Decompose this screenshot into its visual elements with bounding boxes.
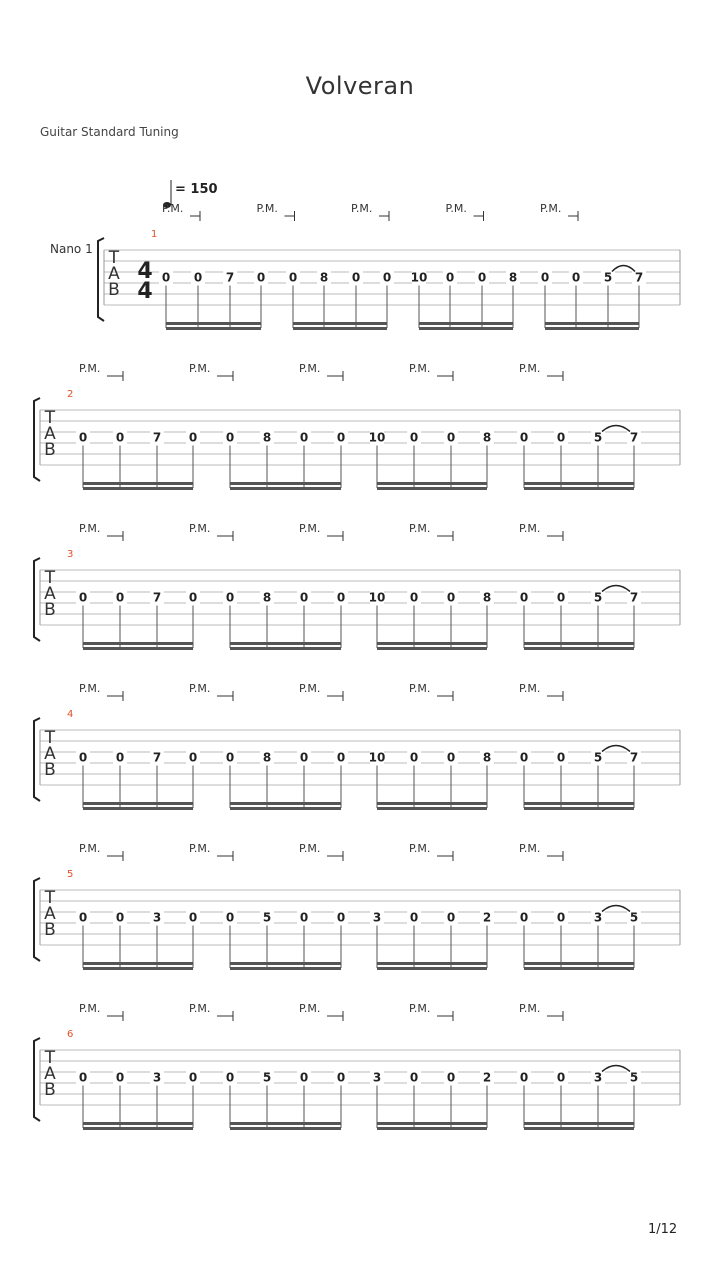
beam-primary — [230, 802, 341, 805]
tab-clef-letter: T — [44, 728, 56, 748]
beam-primary — [83, 1122, 193, 1125]
tab-note: 0 — [446, 590, 456, 605]
tab-note: 3 — [152, 910, 162, 925]
tab-note: 8 — [262, 750, 272, 765]
beam-primary — [545, 322, 639, 325]
tab-note: 3 — [593, 910, 603, 925]
tab-note: 0 — [336, 910, 346, 925]
palm-mute-label: P.M. — [189, 842, 211, 855]
tab-note: 7 — [152, 590, 162, 605]
measure-number: 5 — [67, 869, 74, 880]
tab-note: 0 — [446, 430, 456, 445]
palm-mute-label: P.M. — [189, 362, 211, 375]
tab-note: 0 — [78, 1070, 88, 1085]
beam-primary — [524, 802, 634, 805]
tab-note: 5 — [629, 1070, 639, 1085]
tab-note: 0 — [556, 910, 566, 925]
tab-clef-letter: B — [44, 920, 56, 940]
palm-mute-label: P.M. — [519, 362, 541, 375]
tab-note: 0 — [409, 430, 419, 445]
tab-note: 0 — [336, 1070, 346, 1085]
tab-clef-letter: T — [108, 248, 120, 268]
tab-note: 0 — [78, 750, 88, 765]
tab-note: 5 — [629, 910, 639, 925]
beam-secondary — [230, 807, 341, 810]
tab-note: 7 — [629, 590, 639, 605]
tab-note: 0 — [299, 910, 309, 925]
palm-mute-label: P.M. — [409, 842, 431, 855]
beam-secondary — [524, 487, 634, 490]
tab-clef-letter: B — [108, 280, 120, 300]
palm-mute-label: P.M. — [189, 1002, 211, 1015]
palm-mute-label: P.M. — [519, 522, 541, 535]
tab-note: 0 — [78, 590, 88, 605]
palm-mute-label: P.M. — [519, 842, 541, 855]
tab-note: 0 — [519, 1070, 529, 1085]
tab-note: 0 — [409, 910, 419, 925]
beam-secondary — [230, 647, 341, 650]
tab-note: 0 — [409, 1070, 419, 1085]
beam-secondary — [419, 327, 513, 330]
tab-note: 7 — [152, 430, 162, 445]
tab-note: 3 — [152, 1070, 162, 1085]
tab-note: 0 — [188, 430, 198, 445]
beam-primary — [377, 1122, 487, 1125]
beam-secondary — [83, 1127, 193, 1130]
staff-brace — [34, 718, 40, 801]
tab-note: 0 — [115, 750, 125, 765]
tab-note: 7 — [225, 270, 235, 285]
staff-brace — [34, 558, 40, 641]
measure-number: 6 — [67, 1029, 74, 1040]
palm-mute-label: P.M. — [409, 522, 431, 535]
tie-arc — [602, 426, 630, 432]
tab-note: 3 — [593, 1070, 603, 1085]
palm-mute-label: P.M. — [409, 1002, 431, 1015]
tab-note: 0 — [556, 430, 566, 445]
tab-note: 0 — [556, 590, 566, 605]
tab-note: 5 — [593, 590, 603, 605]
palm-mute-label: P.M. — [189, 522, 211, 535]
tie-arc — [602, 1066, 630, 1072]
tab-note: 0 — [571, 270, 581, 285]
tab-clef-letter: A — [44, 904, 56, 924]
tab-note: 8 — [262, 430, 272, 445]
tab-note: 0 — [299, 590, 309, 605]
tab-clef-letter: T — [44, 1048, 56, 1068]
palm-mute-label: P.M. — [162, 202, 184, 215]
beam-secondary — [524, 807, 634, 810]
tie-arc — [602, 746, 630, 752]
tab-note: 0 — [446, 750, 456, 765]
tempo-value: = 150 — [175, 182, 218, 197]
measure-number: 1 — [151, 229, 158, 240]
beam-secondary — [83, 487, 193, 490]
tab-clef-letter: A — [44, 744, 56, 764]
tab-clef-letter: B — [44, 1080, 56, 1100]
tab-note: 10 — [368, 750, 386, 765]
tab-clef-letter: T — [44, 888, 56, 908]
beam-secondary — [377, 487, 487, 490]
tab-note: 8 — [262, 590, 272, 605]
tab-note: 0 — [188, 910, 198, 925]
tab-note: 0 — [556, 750, 566, 765]
tie-arc — [602, 906, 630, 912]
tab-note: 10 — [368, 590, 386, 605]
tab-note: 0 — [225, 910, 235, 925]
tab-note: 0 — [336, 430, 346, 445]
measure-number: 2 — [67, 389, 74, 400]
tab-note: 0 — [115, 1070, 125, 1085]
tab-clef-letter: T — [44, 408, 56, 428]
measure-number: 3 — [67, 549, 74, 560]
tab-note: 0 — [78, 910, 88, 925]
beam-primary — [524, 642, 634, 645]
tab-note: 0 — [115, 430, 125, 445]
tab-note: 0 — [446, 910, 456, 925]
tab-note: 0 — [288, 270, 298, 285]
tab-note: 0 — [519, 590, 529, 605]
palm-mute-label: P.M. — [79, 842, 101, 855]
time-signature-top: 4 — [137, 259, 153, 284]
beam-primary — [83, 482, 193, 485]
beam-primary — [230, 642, 341, 645]
staff-brace — [34, 1038, 40, 1121]
beam-secondary — [230, 487, 341, 490]
tab-note: 8 — [482, 590, 492, 605]
palm-mute-label: P.M. — [519, 682, 541, 695]
tab-note: 5 — [262, 910, 272, 925]
tab-note: 0 — [336, 590, 346, 605]
beam-primary — [377, 482, 487, 485]
tab-clef-letter: A — [44, 1064, 56, 1084]
palm-mute-label: P.M. — [79, 1002, 101, 1015]
tab-note: 0 — [446, 1070, 456, 1085]
tab-note: 0 — [188, 1070, 198, 1085]
page-number: 1/12 — [648, 1222, 678, 1237]
palm-mute-label: P.M. — [540, 202, 562, 215]
beam-primary — [83, 802, 193, 805]
tab-note: 10 — [368, 430, 386, 445]
palm-mute-label: P.M. — [299, 1002, 321, 1015]
tab-note: 5 — [603, 270, 613, 285]
tab-clef-letter: A — [44, 584, 56, 604]
tab-note: 0 — [540, 270, 550, 285]
tab-note: 0 — [299, 750, 309, 765]
beam-primary — [83, 642, 193, 645]
beam-secondary — [377, 807, 487, 810]
tab-note: 0 — [336, 750, 346, 765]
beam-secondary — [524, 967, 634, 970]
track-name: Nano 1 — [50, 242, 93, 256]
tab-note: 7 — [634, 270, 644, 285]
palm-mute-label: P.M. — [79, 522, 101, 535]
beam-primary — [377, 962, 487, 965]
tab-note: 0 — [193, 270, 203, 285]
beam-secondary — [524, 647, 634, 650]
tab-note: 0 — [188, 590, 198, 605]
palm-mute-label: P.M. — [299, 682, 321, 695]
tab-note: 0 — [477, 270, 487, 285]
measure-number: 4 — [67, 709, 74, 720]
tab-note: 0 — [351, 270, 361, 285]
tab-note: 0 — [382, 270, 392, 285]
beam-secondary — [83, 647, 193, 650]
tab-note: 0 — [225, 430, 235, 445]
tab-note: 5 — [593, 430, 603, 445]
beam-secondary — [83, 967, 193, 970]
tab-note: 0 — [78, 430, 88, 445]
tab-note: 8 — [319, 270, 329, 285]
tab-clef-letter: T — [44, 568, 56, 588]
tab-note: 5 — [593, 750, 603, 765]
tab-note: 3 — [372, 910, 382, 925]
beam-secondary — [524, 1127, 634, 1130]
beam-secondary — [377, 647, 487, 650]
tab-note: 0 — [256, 270, 266, 285]
tab-note: 0 — [519, 910, 529, 925]
beam-secondary — [377, 967, 487, 970]
beam-secondary — [166, 327, 261, 330]
tab-note: 0 — [115, 910, 125, 925]
tab-note: 5 — [262, 1070, 272, 1085]
tab-note: 0 — [519, 750, 529, 765]
beam-primary — [524, 1122, 634, 1125]
tab-clef-letter: B — [44, 600, 56, 620]
tab-note: 7 — [629, 430, 639, 445]
beam-secondary — [377, 1127, 487, 1130]
tab-note: 0 — [445, 270, 455, 285]
tab-note: 2 — [482, 1070, 492, 1085]
palm-mute-label: P.M. — [189, 682, 211, 695]
tab-note: 3 — [372, 1070, 382, 1085]
palm-mute-label: P.M. — [79, 362, 101, 375]
tab-note: 0 — [161, 270, 171, 285]
tab-note: 0 — [409, 750, 419, 765]
palm-mute-label: P.M. — [519, 1002, 541, 1015]
staff-brace — [34, 878, 40, 961]
palm-mute-label: P.M. — [445, 202, 467, 215]
palm-mute-label: P.M. — [79, 682, 101, 695]
palm-mute-label: P.M. — [409, 682, 431, 695]
tie-arc — [602, 586, 630, 592]
beam-primary — [230, 962, 341, 965]
beam-secondary — [83, 807, 193, 810]
tab-note: 0 — [225, 1070, 235, 1085]
palm-mute-label: P.M. — [409, 362, 431, 375]
beam-secondary — [545, 327, 639, 330]
tab-note: 0 — [225, 590, 235, 605]
beam-secondary — [230, 1127, 341, 1130]
tab-note: 0 — [299, 430, 309, 445]
tab-note: 7 — [152, 750, 162, 765]
tab-note: 2 — [482, 910, 492, 925]
beam-primary — [377, 642, 487, 645]
beam-primary — [230, 482, 341, 485]
staff-brace — [34, 398, 40, 481]
beam-primary — [293, 322, 387, 325]
beam-primary — [230, 1122, 341, 1125]
tab-clef-letter: A — [108, 264, 120, 284]
tab-note: 0 — [409, 590, 419, 605]
beam-primary — [524, 962, 634, 965]
staff-brace — [98, 238, 104, 321]
tab-note: 8 — [508, 270, 518, 285]
tuning-label: Guitar Standard Tuning — [40, 125, 179, 139]
song-title: Volveran — [305, 72, 415, 100]
tab-clef-letter: A — [44, 424, 56, 444]
tab-note: 0 — [519, 430, 529, 445]
tab-note: 10 — [410, 270, 428, 285]
tie-arc — [612, 266, 635, 272]
tab-note: 0 — [299, 1070, 309, 1085]
tab-clef-letter: B — [44, 440, 56, 460]
palm-mute-label: P.M. — [351, 202, 373, 215]
tab-note: 8 — [482, 430, 492, 445]
tab-note: 0 — [115, 590, 125, 605]
tab-note: 0 — [225, 750, 235, 765]
palm-mute-label: P.M. — [256, 202, 278, 215]
beam-secondary — [230, 967, 341, 970]
palm-mute-label: P.M. — [299, 522, 321, 535]
tab-note: 0 — [188, 750, 198, 765]
beam-primary — [377, 802, 487, 805]
beam-primary — [419, 322, 513, 325]
palm-mute-label: P.M. — [299, 362, 321, 375]
palm-mute-label: P.M. — [299, 842, 321, 855]
tab-clef-letter: B — [44, 760, 56, 780]
beam-primary — [524, 482, 634, 485]
tab-note: 0 — [556, 1070, 566, 1085]
tab-note: 8 — [482, 750, 492, 765]
beam-primary — [83, 962, 193, 965]
tab-note: 7 — [629, 750, 639, 765]
beam-secondary — [293, 327, 387, 330]
time-signature-bottom: 4 — [137, 279, 153, 304]
beam-primary — [166, 322, 261, 325]
